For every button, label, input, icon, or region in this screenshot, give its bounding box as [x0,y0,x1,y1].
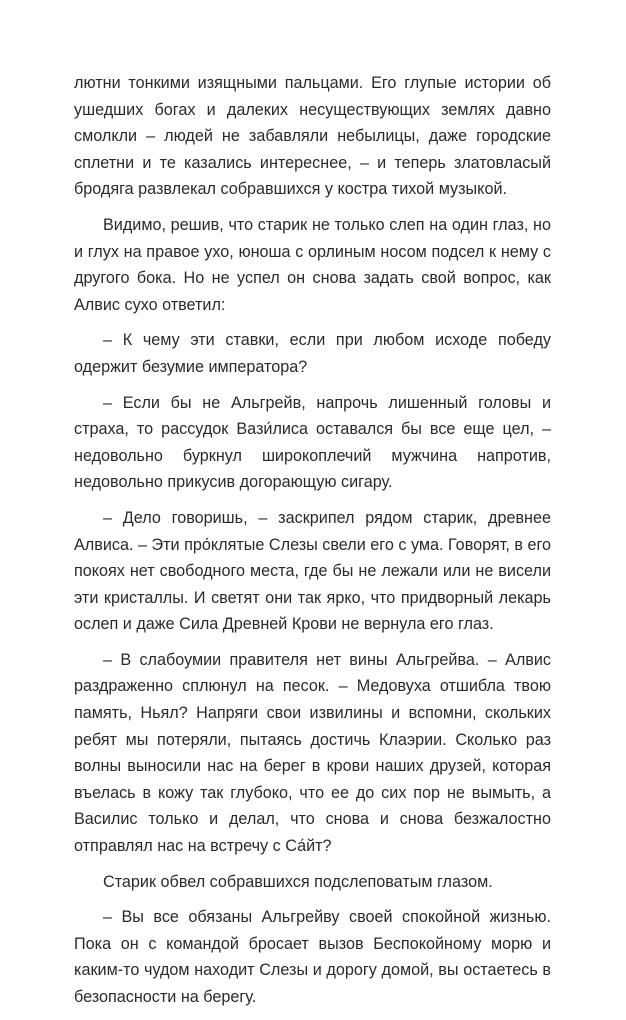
book-page [74,70,551,1020]
dialogue-paragraph: – Если бы не Альгрейв, напрочь лишенный головы и страха, то рассудок Вази́лиса оставался бы все еще цел, – недовольно буркнул широкоплечий мужчина напротив, недовольно прикусив догорающую сигару. [74,393,551,492]
dialogue-paragraph: – В слабоумии правителя нет вины Альгрейва. – Алвис раздраженно сплюнул на песок. – Медовуха отшибла твою память, Ньял? Напряги свои извилины и вспомни, скольких ребят мы потеряли, пытаясь достичь Клаэрии. Сколько раз волны выносили нас на берег в крови наших друзей, которая въелась в кожу так глубоко, что ее до сих пор не вымыть, а Василис только и делал, что снова и снова безжалостно отправлял нас на встречу с Са́йт? [74,650,551,856]
paragraph: Видимо, решив, что старик не только слеп на один глаз, но и глух на правое ухо, юноша с орлиным носом подсел к нему с другого бока. Но не успел он снова задать свой вопрос, как Алвис сухо ответил: [74,215,551,314]
dialogue-paragraph: – Дело говоришь, – заскрипел рядом старик, древнее Алвиса. – Эти про́клятые Слезы свели его с ума. Говорят, в его покоях нет свободного места, где бы не лежали или не висели эти кристаллы. И светят они так ярко, что придворный лекарь ослеп и даже Сила Древней Крови не вернула его глаз. [74,508,551,634]
paragraph: лютни тонкими изящными пальцами. Его глупые истории об ушедших богах и далеких несуществующих землях давно смолкли – людей не забавляли небылицы, даже городские сплетни и те казались интереснее, – и теперь златовласый бродяга развлекал собравшихся у костра тихой музыкой. [74,74,551,199]
dialogue-paragraph: – К чему эти ставки, если при любом исходе победу одержит безумие императора? [74,331,551,376]
paragraph: Старик обвел собравшихся подслеповатым глазом. [103,872,493,891]
dialogue-paragraph: – Вы все обязаны Альгрейву своей спокойной жизнью. Пока он с командой бросает вызов Беспокойному морю и каким-то чудом находит Слезы и дорогу домой, вы остаетесь в безопасности на берегу. [74,908,551,1006]
